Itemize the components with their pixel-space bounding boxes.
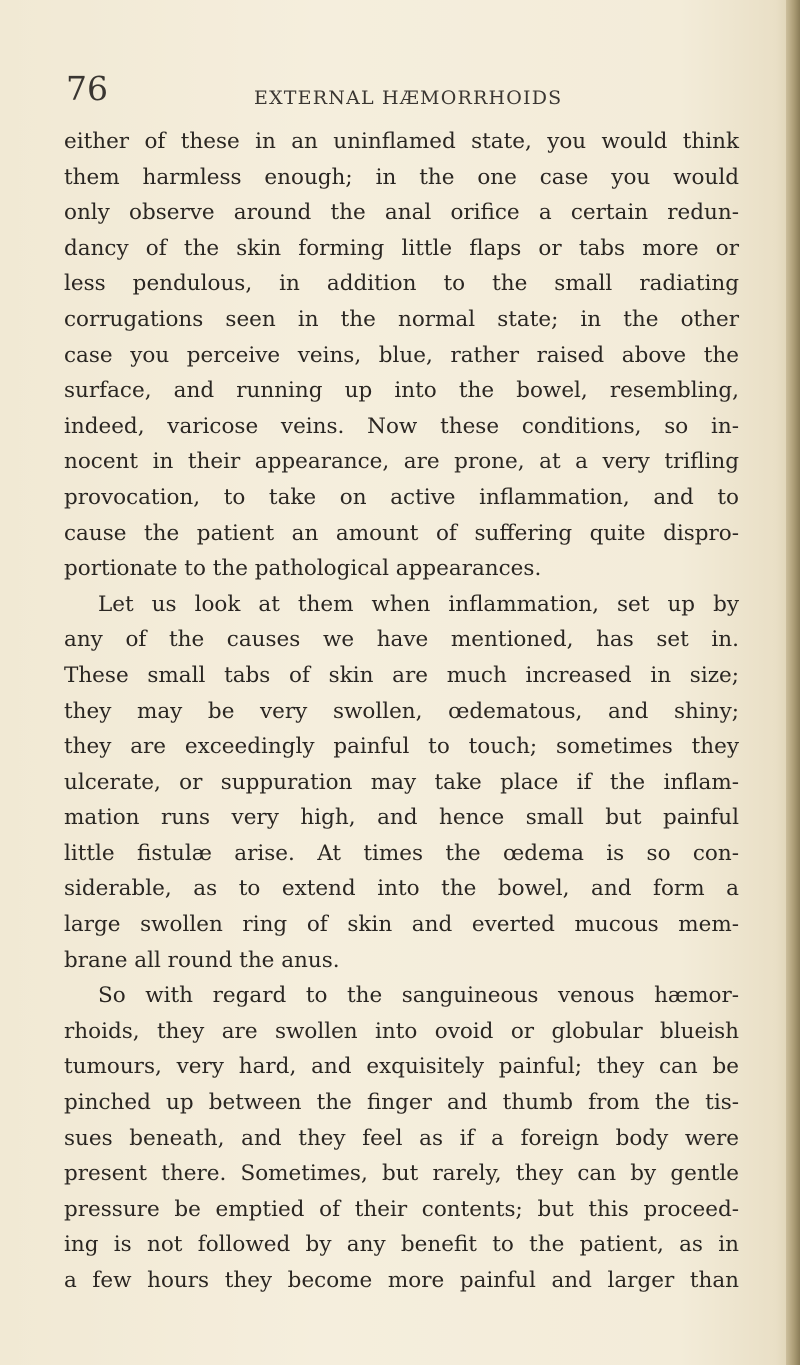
text-line: indeed, varicose veins. Now these conditions, so in- — [64, 413, 739, 439]
text-line: either of these in an uninflamed state, you would think — [64, 129, 739, 154]
text-line: sues beneath, and they feel as if a foreign body were — [64, 1125, 739, 1151]
text-line: mation runs very high, and hence small but painful — [64, 805, 739, 831]
text-line: provocation, to take on active inflammation, and to — [64, 484, 739, 510]
text-line: pinched up between the finger and thumb from the tis- — [64, 1090, 739, 1116]
text-line: they may be very swollen, œdematous, and shiny; — [64, 698, 739, 724]
text-line: them harmless enough; in the one case you would — [64, 164, 739, 190]
text-line: only observe around the anal orifice a certain redun- — [64, 200, 739, 226]
page-binding-edge — [786, 0, 800, 1365]
running-head: EXTERNAL HÆMORRHOIDS — [254, 87, 563, 109]
text-line: These small tabs of skin are much increased in size; — [64, 662, 739, 688]
text-line: less pendulous, in addition to the small radiating — [64, 271, 739, 297]
text-line: ulcerate, or suppuration may take place if the inflam- — [64, 769, 739, 795]
text-line: case you perceive veins, blue, rather raised above the — [64, 342, 739, 368]
text-line: present there. Sometimes, but rarely, they can by gentle — [64, 1161, 739, 1187]
text-line: surface, and running up into the bowel, resembling, — [64, 378, 739, 404]
text-line: a few hours they become more painful and larger than — [64, 1268, 739, 1293]
text-line: ing is not followed by any benefit to the patient, as in — [64, 1232, 739, 1258]
text-line: tumours, very hard, and exquisitely painful; they can be — [64, 1054, 739, 1080]
text-line: little fistulæ arise. At times the œdema is so con- — [64, 840, 739, 866]
paragraph-end-line: portionate to the pathological appearances. — [64, 556, 542, 582]
text-line: large swollen ring of skin and everted mucous mem- — [64, 912, 739, 938]
text-line: dancy of the skin forming little flaps or tabs more or — [64, 235, 739, 261]
text-line: pressure be emptied of their contents; but this proceed- — [64, 1196, 739, 1222]
paragraph-first-line: Let us look at them when inflammation, set up by — [98, 591, 739, 617]
paragraph-first-line: So with regard to the sanguineous venous hæmor- — [98, 983, 739, 1009]
text-line: siderable, as to extend into the bowel, and form a — [64, 876, 739, 902]
text-line: rhoids, they are swollen into ovoid or globular blueish — [64, 1018, 739, 1044]
text-line: corrugations seen in the normal state; in the other — [64, 306, 739, 332]
body-text — [64, 124, 739, 1299]
paragraph-end-line: brane all round the anus. — [64, 947, 340, 973]
page-number: 76 — [66, 69, 108, 108]
text-line: cause the patient an amount of suffering quite dispro- — [64, 520, 739, 546]
text-line: any of the causes we have mentioned, has set in. — [64, 627, 739, 653]
text-line: they are exceedingly painful to touch; sometimes they — [64, 734, 739, 760]
text-line: nocent in their appearance, are prone, at a very trifling — [64, 449, 739, 475]
